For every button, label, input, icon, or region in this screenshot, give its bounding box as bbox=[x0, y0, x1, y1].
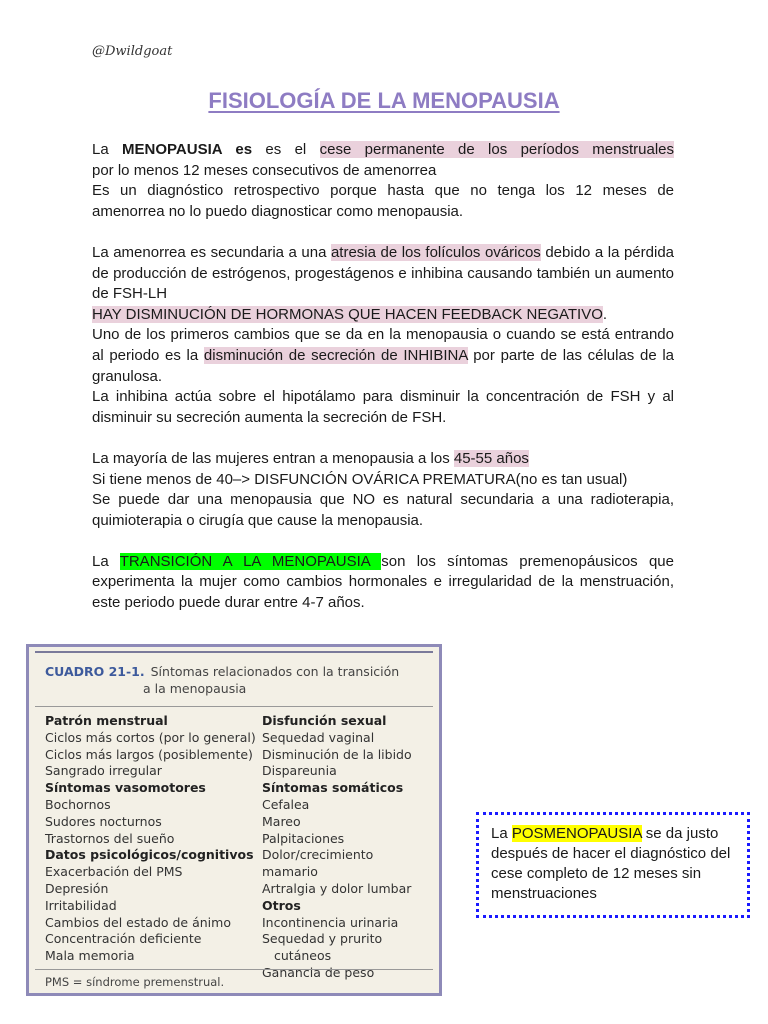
text: . bbox=[602, 305, 608, 323]
table-group-header: Otros bbox=[262, 897, 301, 913]
text: La mayoría de las mujeres entran a menopausia a los bbox=[92, 449, 454, 467]
highlight: 45-55 años bbox=[453, 449, 529, 467]
paragraph-definition bbox=[92, 140, 674, 161]
highlight: HAY DISMINUCIÓN DE HORMONAS QUE HACEN FEEDBACK NEGATIVO bbox=[92, 305, 603, 323]
table-item: Sequedad y prurito bbox=[262, 931, 383, 947]
text: La bbox=[92, 141, 123, 158]
table-item: Trastornos del sueño bbox=[45, 830, 175, 846]
table-footnote: PMS = síndrome premenstrual. bbox=[45, 975, 225, 989]
table-item: Irritabilidad bbox=[45, 897, 117, 913]
highlight-yellow: POSMENOPAUSIA bbox=[511, 825, 642, 842]
table-item: Dolor/crecimiento mamario bbox=[262, 847, 374, 880]
table-item: Ganancia de peso bbox=[262, 964, 375, 980]
table-item: cutáneos bbox=[274, 948, 332, 964]
table-group-header: Disfunción sexual bbox=[262, 713, 387, 728]
paragraph-amenorrea bbox=[92, 243, 674, 305]
table-item: Incontinencia urinaria bbox=[262, 914, 399, 930]
symptoms-table-figure bbox=[26, 644, 442, 996]
table-item: Bochornos bbox=[45, 796, 111, 812]
document-body bbox=[92, 140, 674, 614]
paragraph-definition-cont: por lo menos 12 meses consecutivos de amenorrea bbox=[92, 161, 437, 179]
table-item: Artralgia y dolor lumbar bbox=[262, 880, 412, 896]
text: son los síntomas premenopáusicos que experimenta la mujer como cambios hormonales e irregularidad de la menstruación, este periodo puede durar entre 4-7 años. bbox=[92, 552, 674, 612]
table-item: Ciclos más largos (posiblemente) bbox=[45, 746, 253, 762]
text: La amenorrea es secundaria a una bbox=[92, 243, 331, 261]
table-column-right bbox=[262, 713, 433, 982]
paragraph-inhibina bbox=[92, 325, 674, 387]
posmenopausia-box bbox=[476, 812, 750, 918]
text: La bbox=[92, 552, 120, 570]
table-item: Mala memoria bbox=[45, 948, 135, 964]
caption-text: a la menopausia bbox=[143, 681, 247, 696]
table-item: Cefalea bbox=[262, 796, 310, 812]
table-item: Disminución de la libido bbox=[262, 746, 412, 762]
paragraph-disfuncion: Si tiene menos de 40–> DISFUNCIÓN OVÁRICA PREMATURA(no es tan usual) bbox=[92, 470, 628, 488]
table-item: Dispareunia bbox=[262, 763, 337, 779]
table-item: Sequedad vaginal bbox=[262, 729, 375, 745]
highlight: disminución de secreción de INHIBINA bbox=[203, 346, 468, 364]
text: por parte de las células de la granulosa. bbox=[92, 346, 675, 385]
table-group-header: Síntomas vasomotores bbox=[45, 780, 206, 796]
paragraph-feedback bbox=[92, 305, 674, 326]
table-item: Sangrado irregular bbox=[45, 763, 162, 779]
caption-text: Síntomas relacionados con la transición bbox=[150, 664, 400, 679]
caption-label: CUADRO 21-1. bbox=[45, 664, 145, 679]
table-group-header: Patrón menstrual bbox=[45, 713, 168, 728]
text: es el bbox=[252, 141, 320, 158]
table-item: Sudores nocturnos bbox=[45, 813, 162, 829]
text: La bbox=[491, 825, 512, 842]
paragraph-diagnosis: Es un diagnóstico retrospectivo porque hasta que no tenga los 12 meses de amenorrea no lo puedo diagnosticar como menopausia. bbox=[92, 182, 674, 220]
highlight: cese permanente de los períodos menstruales bbox=[319, 141, 674, 158]
table-item: Exacerbación del PMS bbox=[45, 864, 183, 880]
table-column-left bbox=[45, 713, 256, 965]
page-title: FISIOLOGÍA DE LA MENOPAUSIA bbox=[208, 88, 560, 113]
table-item: Concentración deficiente bbox=[45, 931, 202, 947]
table-item: Ciclos más cortos (por lo general) bbox=[45, 729, 256, 745]
table-item: Cambios del estado de ánimo bbox=[45, 914, 231, 930]
table-item: Palpitaciones bbox=[262, 830, 345, 846]
highlight: atresia de los folículos ováricos bbox=[330, 243, 541, 261]
term-menopausia: MENOPAUSIA es bbox=[122, 141, 253, 158]
table-group-header: Datos psicológicos/cognitivos bbox=[45, 847, 254, 863]
text: Uno de los primeros cambios que se da en la menopausia o cuando se está entrando al periodo es la bbox=[92, 326, 674, 364]
text: debido a la pérdida de producción de estrógenos, progestágenos e inhibina causando también un aumento de FSH-LH bbox=[92, 243, 674, 303]
paragraph-transicion bbox=[92, 552, 674, 614]
table-group-header: Síntomas somáticos bbox=[262, 780, 404, 796]
paragraph-hipotalamo: La inhibina actúa sobre el hipotálamo para disminuir la concentración de FSH y al disminuir su secreción aumenta la secreción de FSH. bbox=[92, 388, 674, 426]
text: se da justo después de hacer el diagnóstico del cese completo de 12 meses sin menstruaciones bbox=[491, 825, 731, 902]
table-caption bbox=[45, 663, 399, 697]
paragraph-no-natural: Se puede dar una menopausia que NO es natural secundaria a una radioterapia, quimioterapia o cirugía que cause la menopausia. bbox=[92, 491, 674, 529]
table-item: Depresión bbox=[45, 880, 109, 896]
paragraph-edad bbox=[92, 449, 674, 470]
highlight-green: TRANSICIÓN A LA MENOPAUSIA bbox=[119, 552, 382, 570]
table-item: Mareo bbox=[262, 813, 301, 829]
author-handle: @Dwildgoat bbox=[92, 44, 173, 59]
